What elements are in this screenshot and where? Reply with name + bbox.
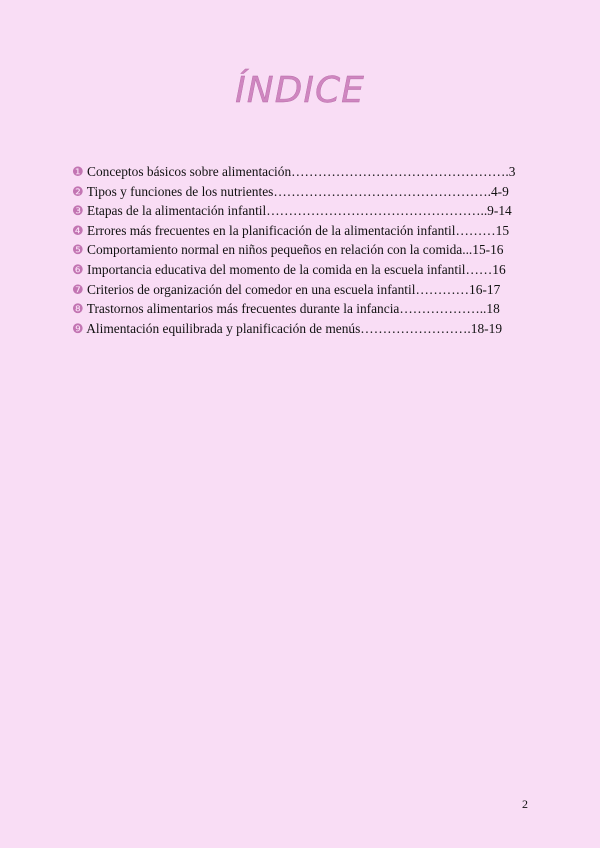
toc-entry[interactable] <box>72 300 527 320</box>
toc-entry[interactable] <box>72 183 527 203</box>
toc-entry[interactable] <box>72 222 527 242</box>
toc-entry[interactable] <box>72 261 527 281</box>
page-number: 2 <box>522 797 528 811</box>
entry-text: Etapas de la alimentación infantil…………………………………………..9-14 <box>87 203 512 219</box>
entry-text: Conceptos básicos sobre alimentación………………………………………….3 <box>87 164 516 179</box>
entry-number-badge: ❽ <box>72 302 84 318</box>
toc-entry[interactable] <box>72 320 527 340</box>
entry-number-badge: ❼ <box>72 282 84 298</box>
entry-number-badge: ❻ <box>72 262 84 278</box>
entry-text: Tipos y funciones de los nutrientes………………………………………….4-9 <box>86 183 509 199</box>
entry-text: Errores más frecuentes en la planificación de la alimentación infantil………15 <box>87 222 510 238</box>
entry-number-badge: ❹ <box>72 223 84 239</box>
toc-entry[interactable] <box>72 163 527 183</box>
entry-number-badge: ❸ <box>72 204 84 220</box>
entry-number-badge: ❶ <box>72 165 84 180</box>
toc-entry[interactable] <box>72 202 527 222</box>
entry-text: Trastornos alimentarios más frecuentes durante la infancia………………..18 <box>86 301 500 317</box>
entry-text: Importancia educativa del momento de la comida en la escuela infantil……16 <box>87 261 506 277</box>
entry-text: Alimentación equilibrada y planificación de menús…………………….18-19 <box>86 320 503 336</box>
page-title: ÍNDICE <box>235 70 365 111</box>
entry-number-badge: ❷ <box>72 184 84 200</box>
entry-number-badge: ❺ <box>72 243 84 259</box>
entry-text: Criterios de organización del comedor en una escuela infantil…………16-17 <box>87 281 501 297</box>
toc-entry[interactable] <box>72 281 527 301</box>
entry-text: Comportamiento normal en niños pequeños en relación con la comida...15-16 <box>87 242 504 258</box>
toc-entry[interactable] <box>72 241 527 261</box>
entry-number-badge: ❾ <box>72 321 84 337</box>
table-of-contents <box>72 163 527 339</box>
